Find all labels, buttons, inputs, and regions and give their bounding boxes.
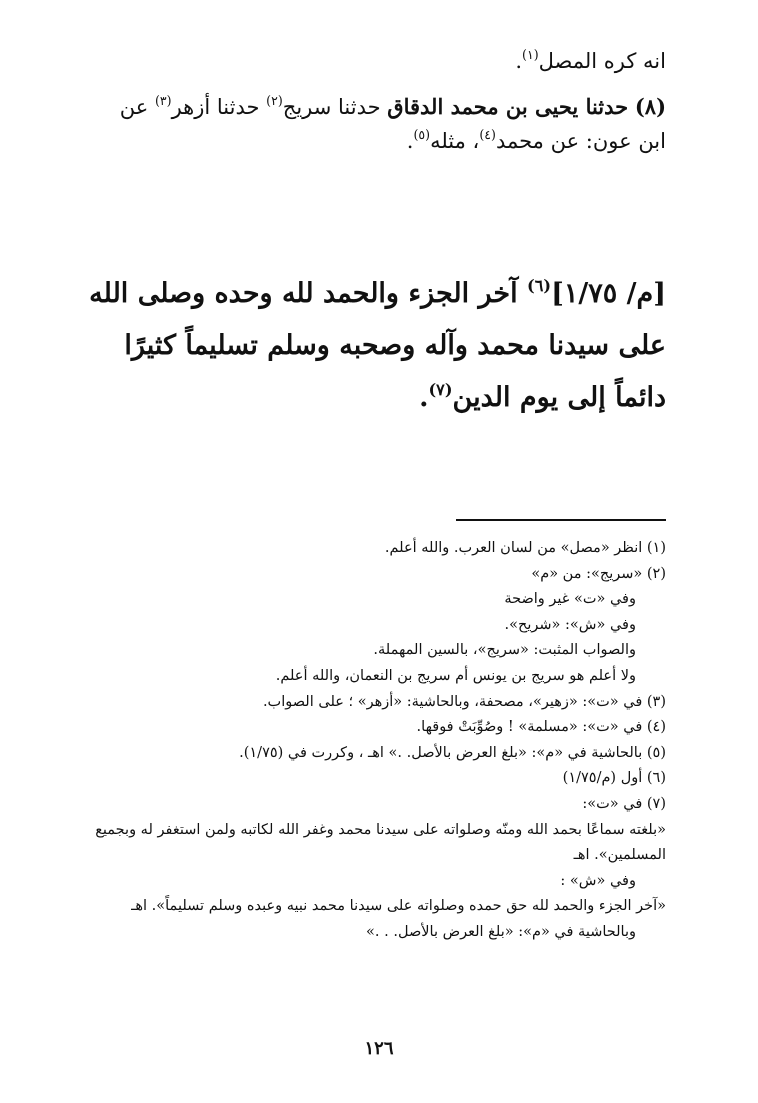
closing-colophon: [م/ ١/٧٥]$^{(٦)}$ آخر الجزء والحمد لله وحده وصلى الله على سيدنا محمد وآله وصحبه وسلم تسليماً كثيرًا دائماً إلى يوم الدين$^{(٧)}$. [89,275,666,413]
footnote-6: (٦) أول (م/١/٧٥) [562,770,666,787]
footnote-2-line: وفي «ت» غير واضحة [504,591,636,608]
footnote-7-line: وبالحاشية في «م»: «بلغ العرض بالأصل. . .» [366,923,636,940]
manuscript-marker: [م/ ١/٧٥] [551,278,666,309]
footnote-ref-2: (٢) [266,93,283,109]
footnote-1: (١) انظر «مصل» من لسان العرب. والله أعلم. [384,540,666,556]
narrator-chain-start: حدثنا يحيى بن محمد الدقاق [387,94,629,119]
footnote-4: (٤) في «ت»: «مسلمة» ! وصُوِّبَتْ فوقها. [416,719,666,736]
hadith-paragraph-8: (٨) حدثنا يحيى بن محمد الدقاق حدثنا سريج$^{(٢)}$ حدثنا أزهر$^{(٣)}$ عن ابن عون: عن محمد$^{(٤)}$، مثله$^{(٥)}$. [119,93,666,153]
footnote-ref-5: (٥) [413,127,431,143]
footnote-ref-4: (٤) [479,127,496,143]
footnote-7: (٧) في «ت»: [582,795,666,812]
footnote-7-quote: «بلغته سماعًا بحمد الله ومنّه وصلواته على سيدنا محمد وغفر الله لكاتبه ولمن استغفر له وبجميع المسلمين». اهـ [95,821,666,864]
footnote-2-line: وفي «ش»: «شريح». [504,616,636,633]
footnote-3: (٣) في «ت»: «زهير»، مصحفة، وبالحاشية: «أزهر» ؛ على الصواب. [262,693,666,710]
footnote-7-line: وفي «ش» : [560,872,636,889]
hadith-number: (٨) [634,94,666,119]
footnote-divider [456,519,666,521]
footnote-ref-3: (٣) [154,93,172,109]
footnote-2: (٢) «سريج»: من «م» [531,565,666,582]
footnote-7-quote: «آخر الجزء والحمد لله حق حمده وصلواته على سيدنا محمد نبيه وعبده وسلم تسليماً». اهـ [131,898,666,915]
footnote-ref-7: (٧) [428,379,453,399]
page-number: ١٢٦ [364,1038,394,1059]
footnote-2-line: ولا أعلم هو سريج بن يونس أم سريج بن النعمان، والله أعلم. [275,667,636,684]
footnote-ref-1: (١) [522,47,539,63]
text-line-end-of-narration: انه كره المصل$^{(١)}$. [515,47,666,73]
footnote-2-line: والصواب المثبت: «سريج»، بالسين المهملة. [373,642,636,659]
footnote-5: (٥) بالحاشية في «م»: «بلغ العرض بالأصل. .» اهـ ، وكررت في (١/٧٥). [239,744,666,761]
footnotes-list [66,536,666,946]
footnote-ref-6: (٦) [527,275,552,295]
